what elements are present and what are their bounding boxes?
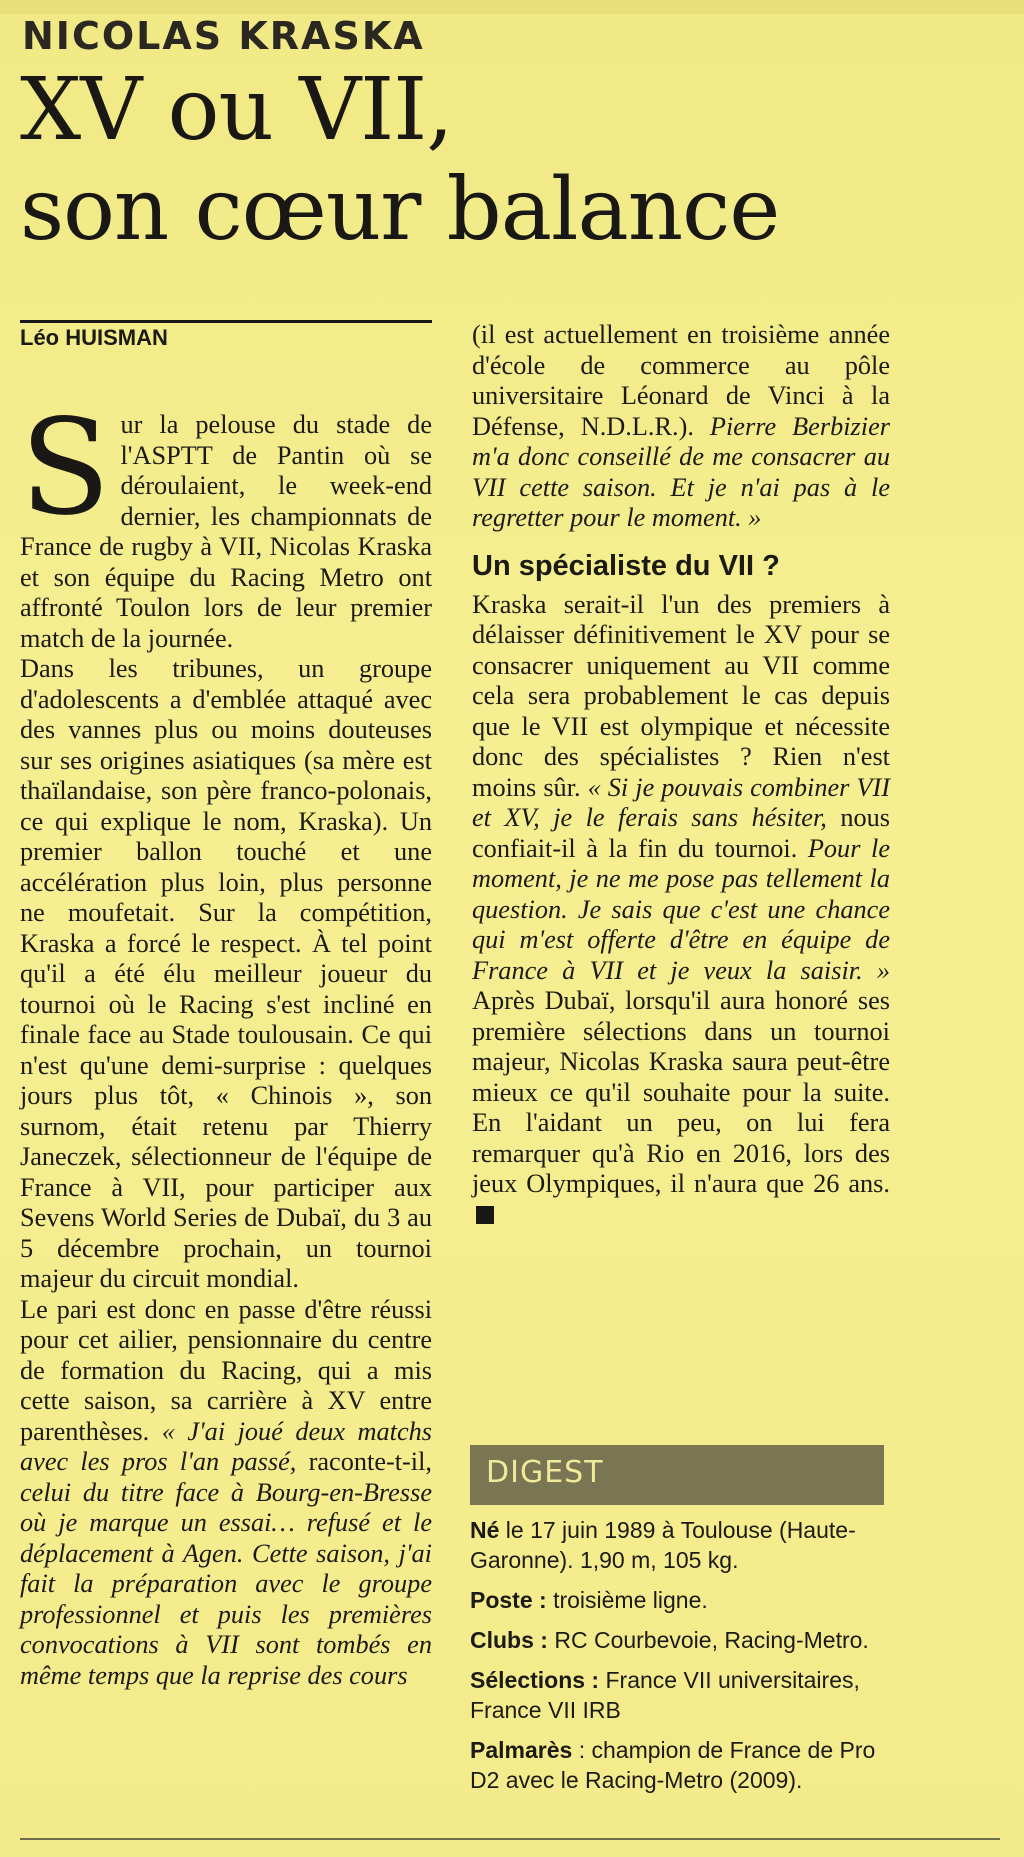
quote-part-1: « J'ai joué deux matchs avec les pros l'an passé, (20, 1416, 432, 1476)
digest-born (470, 1515, 888, 1575)
paragraph-4-quote-a: « Si je pouvais combiner VII et XV, je le ferais sans hésiter, (472, 772, 891, 832)
digest-honours-value: : champion de France de Pro D2 avec le Racing-Metro (2009). (470, 1737, 876, 1793)
digest-born-label: Né (470, 1517, 500, 1543)
digest-header (470, 1445, 884, 1505)
digest-position (470, 1585, 888, 1615)
paragraph-2: Dans les tribunes, un groupe d'adolescents a d'emblée attaqué avec des vannes plus ou moins douteuses sur ses origines asiatiques (sa mère est thaïlandaise, son père franco-polonais, ce qui explique le nom, Kraska). Un premier ballon touché et une accélération plus loin, plus personne ne moufetait. Sur la compétition, Kraska a forcé le respect. À tel point qu'il a été élu meilleur joueur du tournoi où le Racing s'est incliné en finale face au Stade toulousain. Ce qui n'est qu'une demi-surprise : quelques jours plus tôt, « Chinois », son surnom, était retenu par Thierry Janeczek, sélectionneur de l'équipe de France à VII, pour participer aux Sevens World Series de Dubaï, du 3 au 5 décembre prochain, un tournoi majeur du circuit mondial. (20, 654, 432, 1293)
section-kicker: NICOLAS KRASKA (22, 14, 425, 58)
digest-box (470, 1515, 888, 1805)
quote-attribution: raconte-t-il, (308, 1447, 432, 1476)
end-mark (476, 1206, 494, 1224)
paragraph-1 (20, 391, 432, 654)
digest-selections (470, 1665, 888, 1725)
headline-line-2: son cœur balance (20, 160, 780, 260)
paragraph-3-text: Le pari est donc en passe d'être réussi pour cet ailier, pensionnaire du centre de formation du Racing, qui a mis cette saison, sa carrière à XV entre parenthèses. (20, 1294, 432, 1446)
byline: Léo HUISMAN (20, 325, 168, 350)
digest-clubs (470, 1625, 888, 1655)
quote-part-2: celui du titre face à Bourg-en-Bresse où je marque un essai… refusé et le déplacement à Agen. Cette saison, j'ai fait la préparation avec le groupe professionnel et puis les premières convocations à VII sont tombés en même temps que la reprise des cours (20, 1477, 432, 1690)
paragraph-4-text-c: Après Dubaï, lorsqu'il aura honoré ses première sélections dans un tournoi majeur, Nicolas Kraska saura peut-être mieux ce qu'il souhaite pour la suite. En l'aidant un peu, on lui fera remarquer qu'à Rio en 2016, lors des jeux Olympiques, il n'aura que 26 ans. (472, 986, 890, 1198)
digest-honours (470, 1735, 888, 1795)
digest-clubs-label: Clubs : (470, 1627, 548, 1653)
digest-born-value: le 17 juin 1989 à Toulouse (Haute-Garonne). 1,90 m, 105 kg. (470, 1517, 856, 1573)
headline (20, 60, 920, 260)
digest-position-label: Poste : (470, 1587, 547, 1613)
article-column-left (20, 391, 432, 1691)
digest-selections-label: Sélections : (470, 1667, 600, 1693)
paragraph-4-text-b: nous confiait-il à la fin du tournoi. (472, 803, 890, 863)
article-column-right (472, 320, 890, 1230)
digest-clubs-value: RC Courbevoie, Racing-Metro. (547, 1627, 869, 1653)
byline-rule (20, 320, 432, 323)
paragraph-4-quote-b: Pour le moment, je ne me pose pas tellement la question. Je sais que c'est une chance qui m'est offerte d'être en équipe de France à VII et je veux la saisir. » (472, 833, 890, 985)
paragraph-1-text: ur la pelouse du stade de l'ASPTT de Pantin où se déroulaient, le week-end dernier, les championnats de France de rugby à VII, Nicolas Kraska et son équipe du Racing Metro ont affronté Toulon lors de leur premier match de la journée. (20, 410, 432, 653)
paragraph-3-continued (472, 320, 890, 534)
paragraph-3 (20, 1295, 432, 1692)
digest-position-value: troisième ligne. (546, 1587, 708, 1613)
digest-selections-value: France VII universitaires, France VII IRB (470, 1667, 860, 1723)
top-strip (0, 0, 1024, 14)
digest-honours-label: Palmarès (470, 1737, 573, 1763)
editor-note: (il est actuellement en troisième année d'école de commerce au pôle universitaire Léonard de Vinci à la Défense, N.D.L.R.). (472, 320, 890, 441)
quote-part-3: Pierre Berbizier m'a donc conseillé de me consacrer au VII cette saison. Et je n'ai pas à le regretter pour le moment. » (472, 411, 890, 532)
digest-title: DIGEST (486, 1455, 604, 1490)
paragraph-4-text-a: Kraska serait-il l'un des premiers à délaisser définitivement le XV pour se consacrer uniquement au VII comme cela sera probablement le cas depuis que le VII est olympique et nécessite donc des spécialistes ? Rien n'est moins sûr. (472, 589, 890, 802)
paragraph-4 (472, 590, 890, 1231)
headline-line-1: XV ou VII, (20, 60, 453, 160)
bottom-rule (20, 1838, 1000, 1840)
drop-cap: S (20, 391, 111, 545)
subheading: Un spécialiste du VII ? (472, 549, 780, 582)
